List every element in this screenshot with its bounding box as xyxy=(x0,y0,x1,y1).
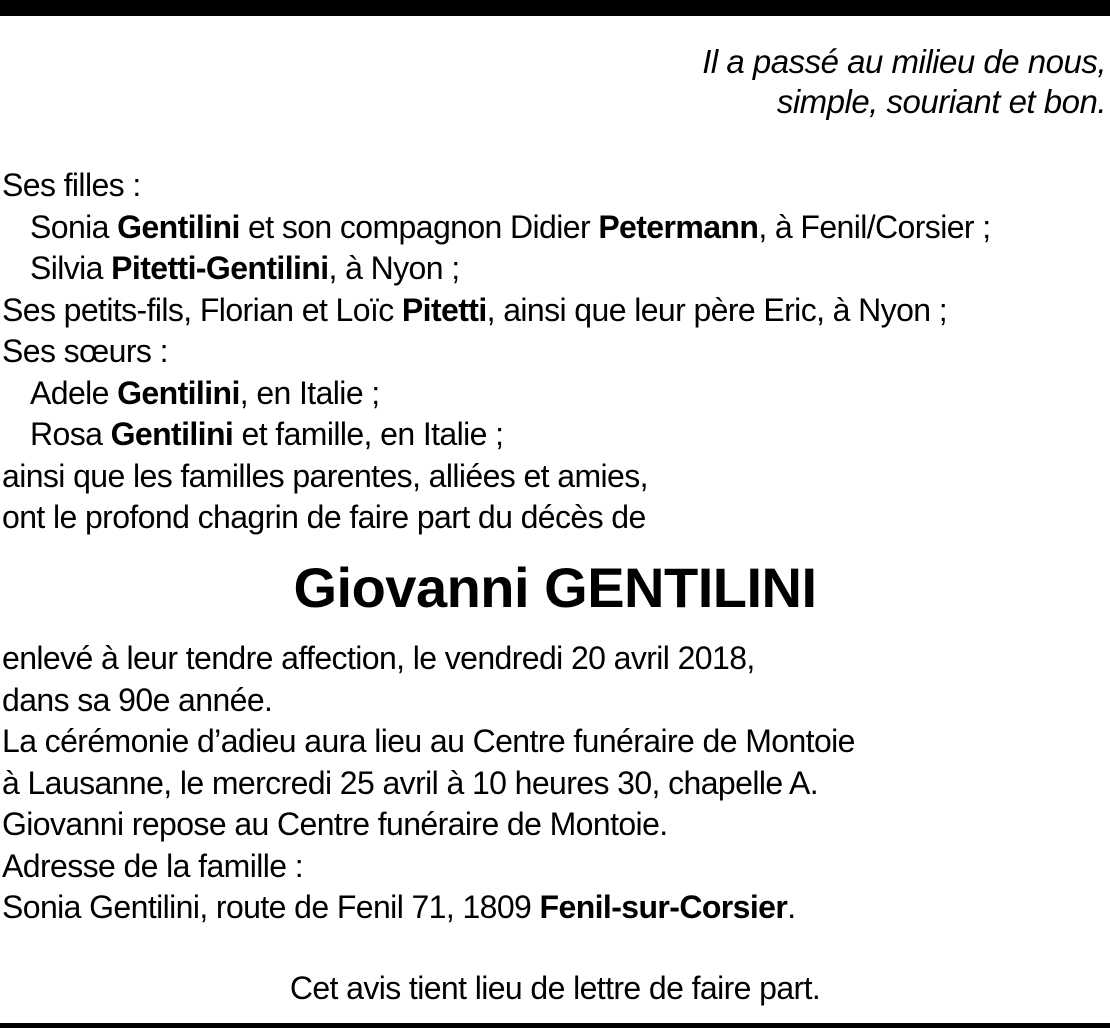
sister-1-location: , en Italie ; xyxy=(239,374,380,411)
sister-1-entry xyxy=(2,373,991,415)
bottom-rule xyxy=(0,1023,1110,1028)
details-line-5: Giovanni repose au Centre funéraire de Montoie. xyxy=(2,806,668,842)
epigraph-line-2: simple, souriant et bon. xyxy=(776,83,1106,120)
address-city: Fenil-sur-Corsier xyxy=(539,889,788,925)
footer-note: Cet avis tient lieu de lettre de faire part. xyxy=(289,970,821,1006)
address-street: Sonia Gentilini, route de Fenil 71, 1809 xyxy=(2,889,540,925)
grandsons-location: , ainsi que leur père Eric, à Nyon ; xyxy=(486,291,948,328)
sister-2-first-name: Rosa xyxy=(30,416,111,452)
details-line-2: dans sa 90e année. xyxy=(2,681,273,718)
daughter-2-first-name: Silvia xyxy=(30,250,112,286)
deceased-name: Giovanni GENTILINI xyxy=(293,556,817,619)
daughter-2-entry xyxy=(2,248,991,290)
daughter-1-location: , à Fenil/Corsier ; xyxy=(758,208,991,245)
sister-1-last-name: Gentilini xyxy=(117,374,240,411)
sisters-label: Ses sœurs : xyxy=(2,333,168,369)
details-line-1: enlevé à leur tendre affection, le vendredi 20 avril 2018, xyxy=(2,640,755,676)
daughter-1-first-name: Sonia xyxy=(30,208,118,245)
daughter-1-last-name: Gentilini xyxy=(117,208,240,245)
daughter-2-location: , à Nyon ; xyxy=(328,250,460,286)
address-line xyxy=(2,887,855,929)
daughter-1-partner-last-name: Petermann xyxy=(598,208,759,245)
epigraph xyxy=(702,42,1106,122)
top-rule xyxy=(0,0,1110,16)
sister-2-entry xyxy=(2,414,991,456)
daughter-2-last-name: Pitetti-Gentilini xyxy=(111,250,329,286)
address-label: Adresse de la famille : xyxy=(2,847,304,884)
family-list xyxy=(2,165,991,539)
daughters-label: Ses filles : xyxy=(2,167,141,203)
sister-1-first-name: Adele xyxy=(30,374,118,411)
sister-2-last-name: Gentilini xyxy=(110,416,234,452)
grandsons-text: Ses petits-fils, Florian et Loïc xyxy=(2,291,402,328)
details-block xyxy=(2,638,855,929)
epigraph-line-1: Il a passé au milieu de nous, xyxy=(702,43,1106,80)
grandsons-entry xyxy=(2,290,991,332)
sister-2-location: et famille, en Italie ; xyxy=(233,416,504,452)
daughter-1-entry xyxy=(2,207,991,249)
grandsons-last-name: Pitetti xyxy=(401,291,487,328)
details-line-3: La cérémonie d’adieu aura lieu au Centre funéraire de Montoie xyxy=(2,723,855,759)
relatives-line: ainsi que les familles parentes, alliées et amies, xyxy=(2,457,648,494)
details-line-4: à Lausanne, le mercredi 25 avril à 10 heures 30, chapelle A. xyxy=(2,764,819,801)
address-end: . xyxy=(787,889,796,925)
announcement-line: ont le profond chagrin de faire part du décès de xyxy=(2,499,646,535)
daughter-1-middle-text: et son compagnon Didier xyxy=(239,208,599,245)
